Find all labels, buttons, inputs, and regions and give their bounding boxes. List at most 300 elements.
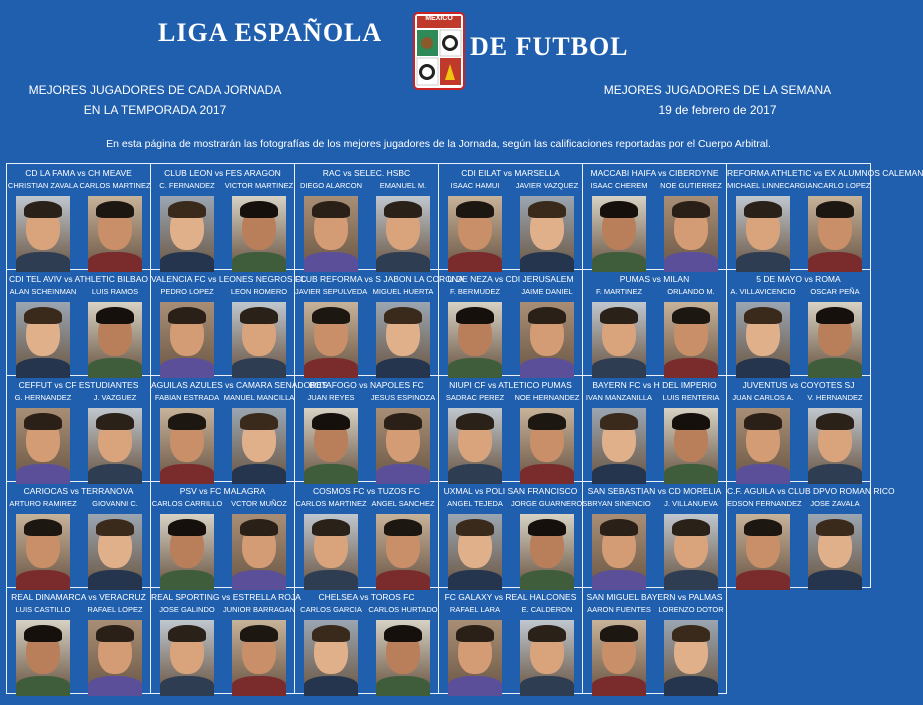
player-hair	[240, 519, 278, 536]
player-shirt	[304, 676, 358, 696]
player-name-right: LORENZO DOTOR	[658, 605, 724, 614]
player-card	[151, 482, 295, 588]
player-hair	[456, 201, 494, 218]
player-shirt	[448, 252, 502, 272]
player-photo	[88, 514, 142, 584]
player-photo	[376, 408, 430, 478]
player-photo	[736, 514, 790, 584]
player-card	[7, 376, 151, 482]
player-card	[583, 482, 727, 588]
player-name-right: ANGEL SANCHEZ	[371, 499, 435, 508]
title-right: DE FUTBOL	[470, 32, 629, 61]
player-shirt	[592, 358, 646, 378]
match-title: CHELSEA vs TOROS FC	[318, 592, 415, 602]
player-name-right: JAIME DANIEL	[521, 287, 573, 296]
player-name-right: NOE HERNANDEZ	[514, 393, 580, 402]
player-photo	[664, 302, 718, 372]
season-line-1: MEJORES JUGADORES DE CADA JORNADA	[28, 83, 282, 97]
match-title: CLUB REFORMA vs S JABON LA CORONA	[295, 274, 464, 284]
player-photo	[376, 620, 430, 690]
player-photo	[160, 620, 214, 690]
player-hair	[168, 413, 206, 430]
player-name-right: J. VAZGUEZ	[93, 393, 137, 402]
player-hair	[168, 625, 206, 642]
player-hair	[168, 519, 206, 536]
match-title: C.F. AGUILA vs CLUB DPVO ROMAN RICO	[727, 486, 895, 496]
player-photo	[232, 408, 286, 478]
title-left: LIGA ESPAÑOLA	[158, 18, 383, 47]
player-photo	[232, 196, 286, 266]
player-name-left: LUIS CASTILLO	[15, 605, 71, 614]
player-name-right: JOSE ZAVALA	[810, 499, 860, 508]
match-title: FC GALAXY vs REAL HALCONES	[444, 592, 577, 602]
player-shirt	[808, 252, 862, 272]
player-hair	[528, 519, 566, 536]
player-name-right: LUIS RAMOS	[91, 287, 139, 296]
player-name-left: RAFAEL LARA	[449, 605, 501, 614]
player-photo	[664, 620, 718, 690]
player-shirt	[376, 570, 430, 590]
match-title: RAC vs SELEC. HSBC	[322, 168, 411, 178]
player-shirt	[232, 464, 286, 484]
player-shirt	[16, 570, 70, 590]
player-name-right: MIGUEL HUERTA	[372, 287, 434, 296]
player-card	[583, 376, 727, 482]
player-name-left: MICHAEL LINNECAR	[727, 181, 801, 190]
player-name-right: J. VILLANUEVA	[664, 499, 718, 508]
player-photo	[232, 302, 286, 372]
player-card	[7, 270, 151, 376]
player-name-right: E. CALDERON	[521, 605, 573, 614]
player-name-right: GIANCARLO LOPEZ	[799, 181, 871, 190]
player-photo	[736, 408, 790, 478]
season-heading	[20, 80, 290, 120]
match-title: AGUILAS AZULES vs CAMARA SENADORES	[151, 380, 328, 390]
player-shirt	[520, 464, 574, 484]
player-card	[583, 164, 727, 270]
player-photo	[232, 514, 286, 584]
player-photo	[88, 196, 142, 266]
player-hair	[24, 201, 62, 218]
player-hair	[816, 201, 854, 218]
player-name-right: JESUS ESPINOZA	[370, 393, 436, 402]
player-hair	[672, 307, 710, 324]
player-name-right: ORLANDO M.	[667, 287, 715, 296]
player-photo	[376, 514, 430, 584]
player-shirt	[376, 676, 430, 696]
player-photo	[16, 196, 70, 266]
player-photo	[16, 514, 70, 584]
player-card	[7, 164, 151, 270]
player-hair	[312, 201, 350, 218]
player-shirt	[304, 358, 358, 378]
player-photo	[592, 302, 646, 372]
player-shirt	[808, 570, 862, 590]
player-name-left: DIEGO ALARCON	[299, 181, 363, 190]
match-title: CEFFUT vs CF ESTUDIANTES	[18, 380, 139, 390]
player-name-left: JUAN CARLOS A.	[732, 393, 794, 402]
player-card	[151, 164, 295, 270]
player-hair	[312, 519, 350, 536]
player-shirt	[736, 358, 790, 378]
player-name-left: CARLOS MARTINEZ	[295, 499, 367, 508]
player-hair	[384, 201, 422, 218]
player-shirt	[736, 464, 790, 484]
player-photo	[808, 514, 862, 584]
player-shirt	[160, 358, 214, 378]
player-card	[151, 270, 307, 376]
player-photo	[448, 302, 502, 372]
player-photo	[664, 408, 718, 478]
player-photo	[88, 408, 142, 478]
player-photo	[448, 196, 502, 266]
player-shirt	[664, 252, 718, 272]
player-hair	[600, 519, 638, 536]
player-photo	[160, 408, 214, 478]
player-card	[439, 376, 583, 482]
player-card	[439, 482, 588, 588]
player-name-left: G. HERNANDEZ	[14, 393, 72, 402]
player-hair	[744, 519, 782, 536]
player-shirt	[664, 464, 718, 484]
player-photo	[16, 408, 70, 478]
player-hair	[816, 307, 854, 324]
player-photo	[592, 196, 646, 266]
player-hair	[96, 201, 134, 218]
player-card	[727, 482, 895, 588]
player-hair	[384, 519, 422, 536]
player-card	[295, 376, 439, 482]
player-shirt	[232, 358, 286, 378]
player-shirt	[304, 570, 358, 590]
player-hair	[96, 625, 134, 642]
player-hair	[816, 413, 854, 430]
player-shirt	[448, 358, 502, 378]
week-line-1: MEJORES JUGADORES DE LA SEMANA	[603, 83, 832, 97]
player-photo	[448, 408, 502, 478]
match-title: UXMAL vs POLI SAN FRANCISCO	[443, 486, 578, 496]
player-photo	[304, 514, 358, 584]
player-hair	[456, 307, 494, 324]
player-name-left: IVAN MANZANILLA	[585, 393, 653, 402]
player-name-left: ISAAC CHEREM	[590, 181, 648, 190]
player-hair	[672, 625, 710, 642]
player-name-right: EMANUEL M.	[379, 181, 427, 190]
match-title: CLUB LEON vs FES ARAGON	[164, 168, 281, 178]
match-title: CDI EILAT vs MARSELLA	[461, 168, 560, 178]
player-name-right: OSCAR PEÑA	[810, 287, 860, 296]
player-name-left: FABIAN ESTRADA	[154, 393, 220, 402]
player-shirt	[88, 252, 142, 272]
player-shirt	[232, 252, 286, 272]
player-shirt	[664, 358, 718, 378]
player-photo	[592, 408, 646, 478]
player-name-left: SADRAC PEREZ	[445, 393, 505, 402]
player-name-left: EDSON FERNANDEZ	[727, 499, 802, 508]
player-name-left: JAVIER SEPULVEDA	[295, 287, 368, 296]
week-heading	[585, 80, 850, 120]
match-title: CARIOCAS vs TERRANOVA	[23, 486, 134, 496]
player-shirt	[16, 358, 70, 378]
player-shirt	[736, 570, 790, 590]
player-card	[295, 482, 439, 588]
player-hair	[240, 413, 278, 430]
player-hair	[96, 413, 134, 430]
player-hair	[744, 413, 782, 430]
player-name-left: ANGEL TEJEDA	[447, 499, 503, 508]
player-hair	[816, 519, 854, 536]
player-shirt	[592, 676, 646, 696]
player-hair	[456, 519, 494, 536]
player-name-left: ISAAC HAMUI	[450, 181, 500, 190]
match-title: U DE NEZA vs CDI JERUSALEM	[447, 274, 574, 284]
player-photo	[808, 302, 862, 372]
player-photo	[88, 302, 142, 372]
player-card	[727, 376, 871, 482]
mexico-crest-icon	[413, 12, 465, 90]
player-shirt	[304, 252, 358, 272]
player-card	[295, 270, 464, 376]
match-title: SAN SEBASTIAN vs CD MORELIA	[587, 486, 722, 496]
player-hair	[528, 413, 566, 430]
player-photo	[304, 302, 358, 372]
player-hair	[24, 519, 62, 536]
player-hair	[600, 201, 638, 218]
player-hair	[240, 307, 278, 324]
player-name-left: CARLOS CARRILLO	[151, 499, 223, 508]
player-name-right: CARLOS MARTINEZ	[79, 181, 151, 190]
player-card	[727, 270, 871, 376]
player-photo	[736, 196, 790, 266]
player-hair	[240, 201, 278, 218]
player-hair	[528, 201, 566, 218]
player-shirt	[16, 464, 70, 484]
season-line-2: EN LA TEMPORADA 2017	[83, 103, 227, 117]
player-shirt	[520, 676, 574, 696]
match-title: REFORMA ATHLETIC vs EX ALUMNOS CALEMAN	[727, 168, 923, 178]
player-photo	[520, 514, 574, 584]
match-title: SAN MIGUEL BAYERN vs PALMAS	[586, 592, 723, 602]
player-hair	[312, 625, 350, 642]
player-shirt	[592, 464, 646, 484]
player-name-right: JUNIOR BARRAGAN	[223, 605, 296, 614]
player-card	[727, 164, 923, 270]
player-shirt	[448, 676, 502, 696]
week-date: 19 de febrero de 2017	[658, 103, 777, 117]
player-hair	[672, 413, 710, 430]
player-name-right: JAVIER VAZQUEZ	[515, 181, 579, 190]
player-shirt	[808, 464, 862, 484]
player-shirt	[16, 252, 70, 272]
match-title: BOTAFOGO vs NAPOLES FC	[309, 380, 424, 390]
player-photo	[304, 408, 358, 478]
player-photo	[664, 196, 718, 266]
player-shirt	[88, 464, 142, 484]
player-name-right: CARLOS HURTADO	[368, 605, 438, 614]
match-title: PSV vs FC MALAGRA	[179, 486, 266, 496]
player-hair	[384, 625, 422, 642]
player-name-right: NOE GUTIERREZ	[660, 181, 722, 190]
player-photo	[736, 302, 790, 372]
player-hair	[96, 307, 134, 324]
player-hair	[672, 201, 710, 218]
player-shirt	[160, 252, 214, 272]
player-card	[151, 376, 328, 482]
player-name-left: ALAN SCHEINMAN	[9, 287, 77, 296]
player-hair	[456, 413, 494, 430]
player-hair	[528, 307, 566, 324]
player-name-right: MANUEL MANCILLA	[223, 393, 295, 402]
player-name-right: GIOVANNI C.	[92, 499, 138, 508]
player-shirt	[448, 570, 502, 590]
player-shirt	[664, 570, 718, 590]
player-shirt	[160, 676, 214, 696]
player-name-right: VCTOR MUÑOZ	[231, 499, 287, 508]
player-photo	[160, 514, 214, 584]
player-name-left: AARON FUENTES	[587, 605, 651, 614]
player-name-left: PEDRO LOPEZ	[160, 287, 214, 296]
player-hair	[528, 625, 566, 642]
player-name-left: F. BERMUDEZ	[449, 287, 500, 296]
player-hair	[96, 519, 134, 536]
player-photo	[304, 620, 358, 690]
player-shirt	[376, 252, 430, 272]
player-name-left: JUAN REYES	[307, 393, 355, 402]
match-title: 5 DE MAYO vs ROMA	[756, 274, 841, 284]
player-photo	[592, 514, 646, 584]
player-photo	[448, 514, 502, 584]
player-shirt	[88, 358, 142, 378]
player-photo	[592, 620, 646, 690]
player-name-left: A. VILLAVICENCIO	[730, 287, 796, 296]
player-name-left: CARLOS GARCIA	[300, 605, 362, 614]
player-photo	[16, 302, 70, 372]
player-shirt	[520, 358, 574, 378]
player-card	[439, 164, 583, 270]
match-title: CD LA FAMA vs CH MEAVE	[25, 168, 132, 178]
player-hair	[600, 307, 638, 324]
player-shirt	[88, 676, 142, 696]
player-hair	[744, 201, 782, 218]
player-card	[583, 270, 727, 376]
player-photo	[304, 196, 358, 266]
match-title: PUMAS vs MILAN	[619, 274, 690, 284]
player-card	[439, 588, 583, 694]
player-name-right: RAFAEL LOPEZ	[87, 605, 143, 614]
player-name-right: LUIS RENTERIA	[662, 393, 720, 402]
player-photo	[520, 620, 574, 690]
player-hair	[312, 307, 350, 324]
player-shirt	[160, 570, 214, 590]
player-photo	[88, 620, 142, 690]
player-shirt	[376, 464, 430, 484]
player-hair	[672, 519, 710, 536]
player-card	[295, 588, 439, 694]
player-photo	[16, 620, 70, 690]
intro-text: En esta página de mostrarán las fotografías de los mejores jugadores de la Jornada, según las calificaciones reportadas por el Cuerpo Arbitral.	[106, 138, 771, 150]
match-title: BAYERN FC vs H DEL IMPERIO	[592, 380, 717, 390]
player-photo	[808, 196, 862, 266]
player-shirt	[160, 464, 214, 484]
player-photo	[520, 302, 574, 372]
player-shirt	[592, 252, 646, 272]
player-photo	[520, 196, 574, 266]
player-hair	[384, 413, 422, 430]
player-photo	[808, 408, 862, 478]
players-grid	[6, 163, 923, 694]
match-title: NIUPI CF vs ATLETICO PUMAS	[449, 380, 572, 390]
player-shirt	[376, 358, 430, 378]
player-name-right: VICTOR MARTINEZ	[224, 181, 294, 190]
player-card	[151, 588, 301, 694]
player-card	[7, 588, 151, 694]
player-shirt	[448, 464, 502, 484]
player-shirt	[520, 570, 574, 590]
player-photo	[376, 196, 430, 266]
player-shirt	[304, 464, 358, 484]
player-shirt	[232, 570, 286, 590]
player-hair	[384, 307, 422, 324]
match-title: VALENCIA FC vs LEONES NEGROS FC	[151, 274, 307, 284]
player-card	[583, 588, 727, 694]
player-name-left: JOSE GALINDO	[159, 605, 215, 614]
player-photo	[160, 196, 214, 266]
player-card	[7, 482, 151, 588]
player-name-right: V. HERNANDEZ	[807, 393, 863, 402]
player-hair	[312, 413, 350, 430]
player-shirt	[88, 570, 142, 590]
match-title: COSMOS FC vs TUZOS FC	[312, 486, 421, 496]
player-hair	[24, 625, 62, 642]
player-name-left: BRYAN SINENCIO	[587, 499, 651, 508]
player-hair	[168, 307, 206, 324]
crest-label: MEXICO	[425, 15, 453, 22]
match-title: JUVENTUS vs COYOTES SJ	[742, 380, 855, 390]
player-name-right: JORGE GUARNEROS	[511, 499, 588, 508]
player-name-left: F. MARTINEZ	[595, 287, 643, 296]
player-photo	[160, 302, 214, 372]
match-title: REAL SPORTING vs ESTRELLA ROJA	[151, 592, 301, 602]
player-photo	[520, 408, 574, 478]
match-title: CDI TEL AVIV vs ATHLETIC BILBAO	[8, 274, 149, 284]
player-photo	[664, 514, 718, 584]
player-shirt	[808, 358, 862, 378]
match-title: MACCABI HAIFA vs CIBERDYNE	[590, 168, 719, 178]
player-hair	[24, 307, 62, 324]
player-hair	[600, 625, 638, 642]
player-hair	[168, 201, 206, 218]
player-name-left: CHRISTIAN ZAVALA	[7, 181, 79, 190]
player-hair	[24, 413, 62, 430]
player-photo	[232, 620, 286, 690]
player-shirt	[232, 676, 286, 696]
match-title: REAL DINAMARCA vs VERACRUZ	[11, 592, 146, 602]
player-name-right: LEON ROMERO	[230, 287, 288, 296]
player-name-left: C. FERNANDEZ	[159, 181, 215, 190]
player-hair	[456, 625, 494, 642]
player-name-left: ARTURO RAMIREZ	[9, 499, 77, 508]
player-shirt	[592, 570, 646, 590]
player-card	[439, 270, 583, 376]
player-shirt	[520, 252, 574, 272]
player-shirt	[16, 676, 70, 696]
player-hair	[744, 307, 782, 324]
player-shirt	[736, 252, 790, 272]
player-photo	[448, 620, 502, 690]
player-hair	[600, 413, 638, 430]
player-shirt	[664, 676, 718, 696]
player-photo	[376, 302, 430, 372]
